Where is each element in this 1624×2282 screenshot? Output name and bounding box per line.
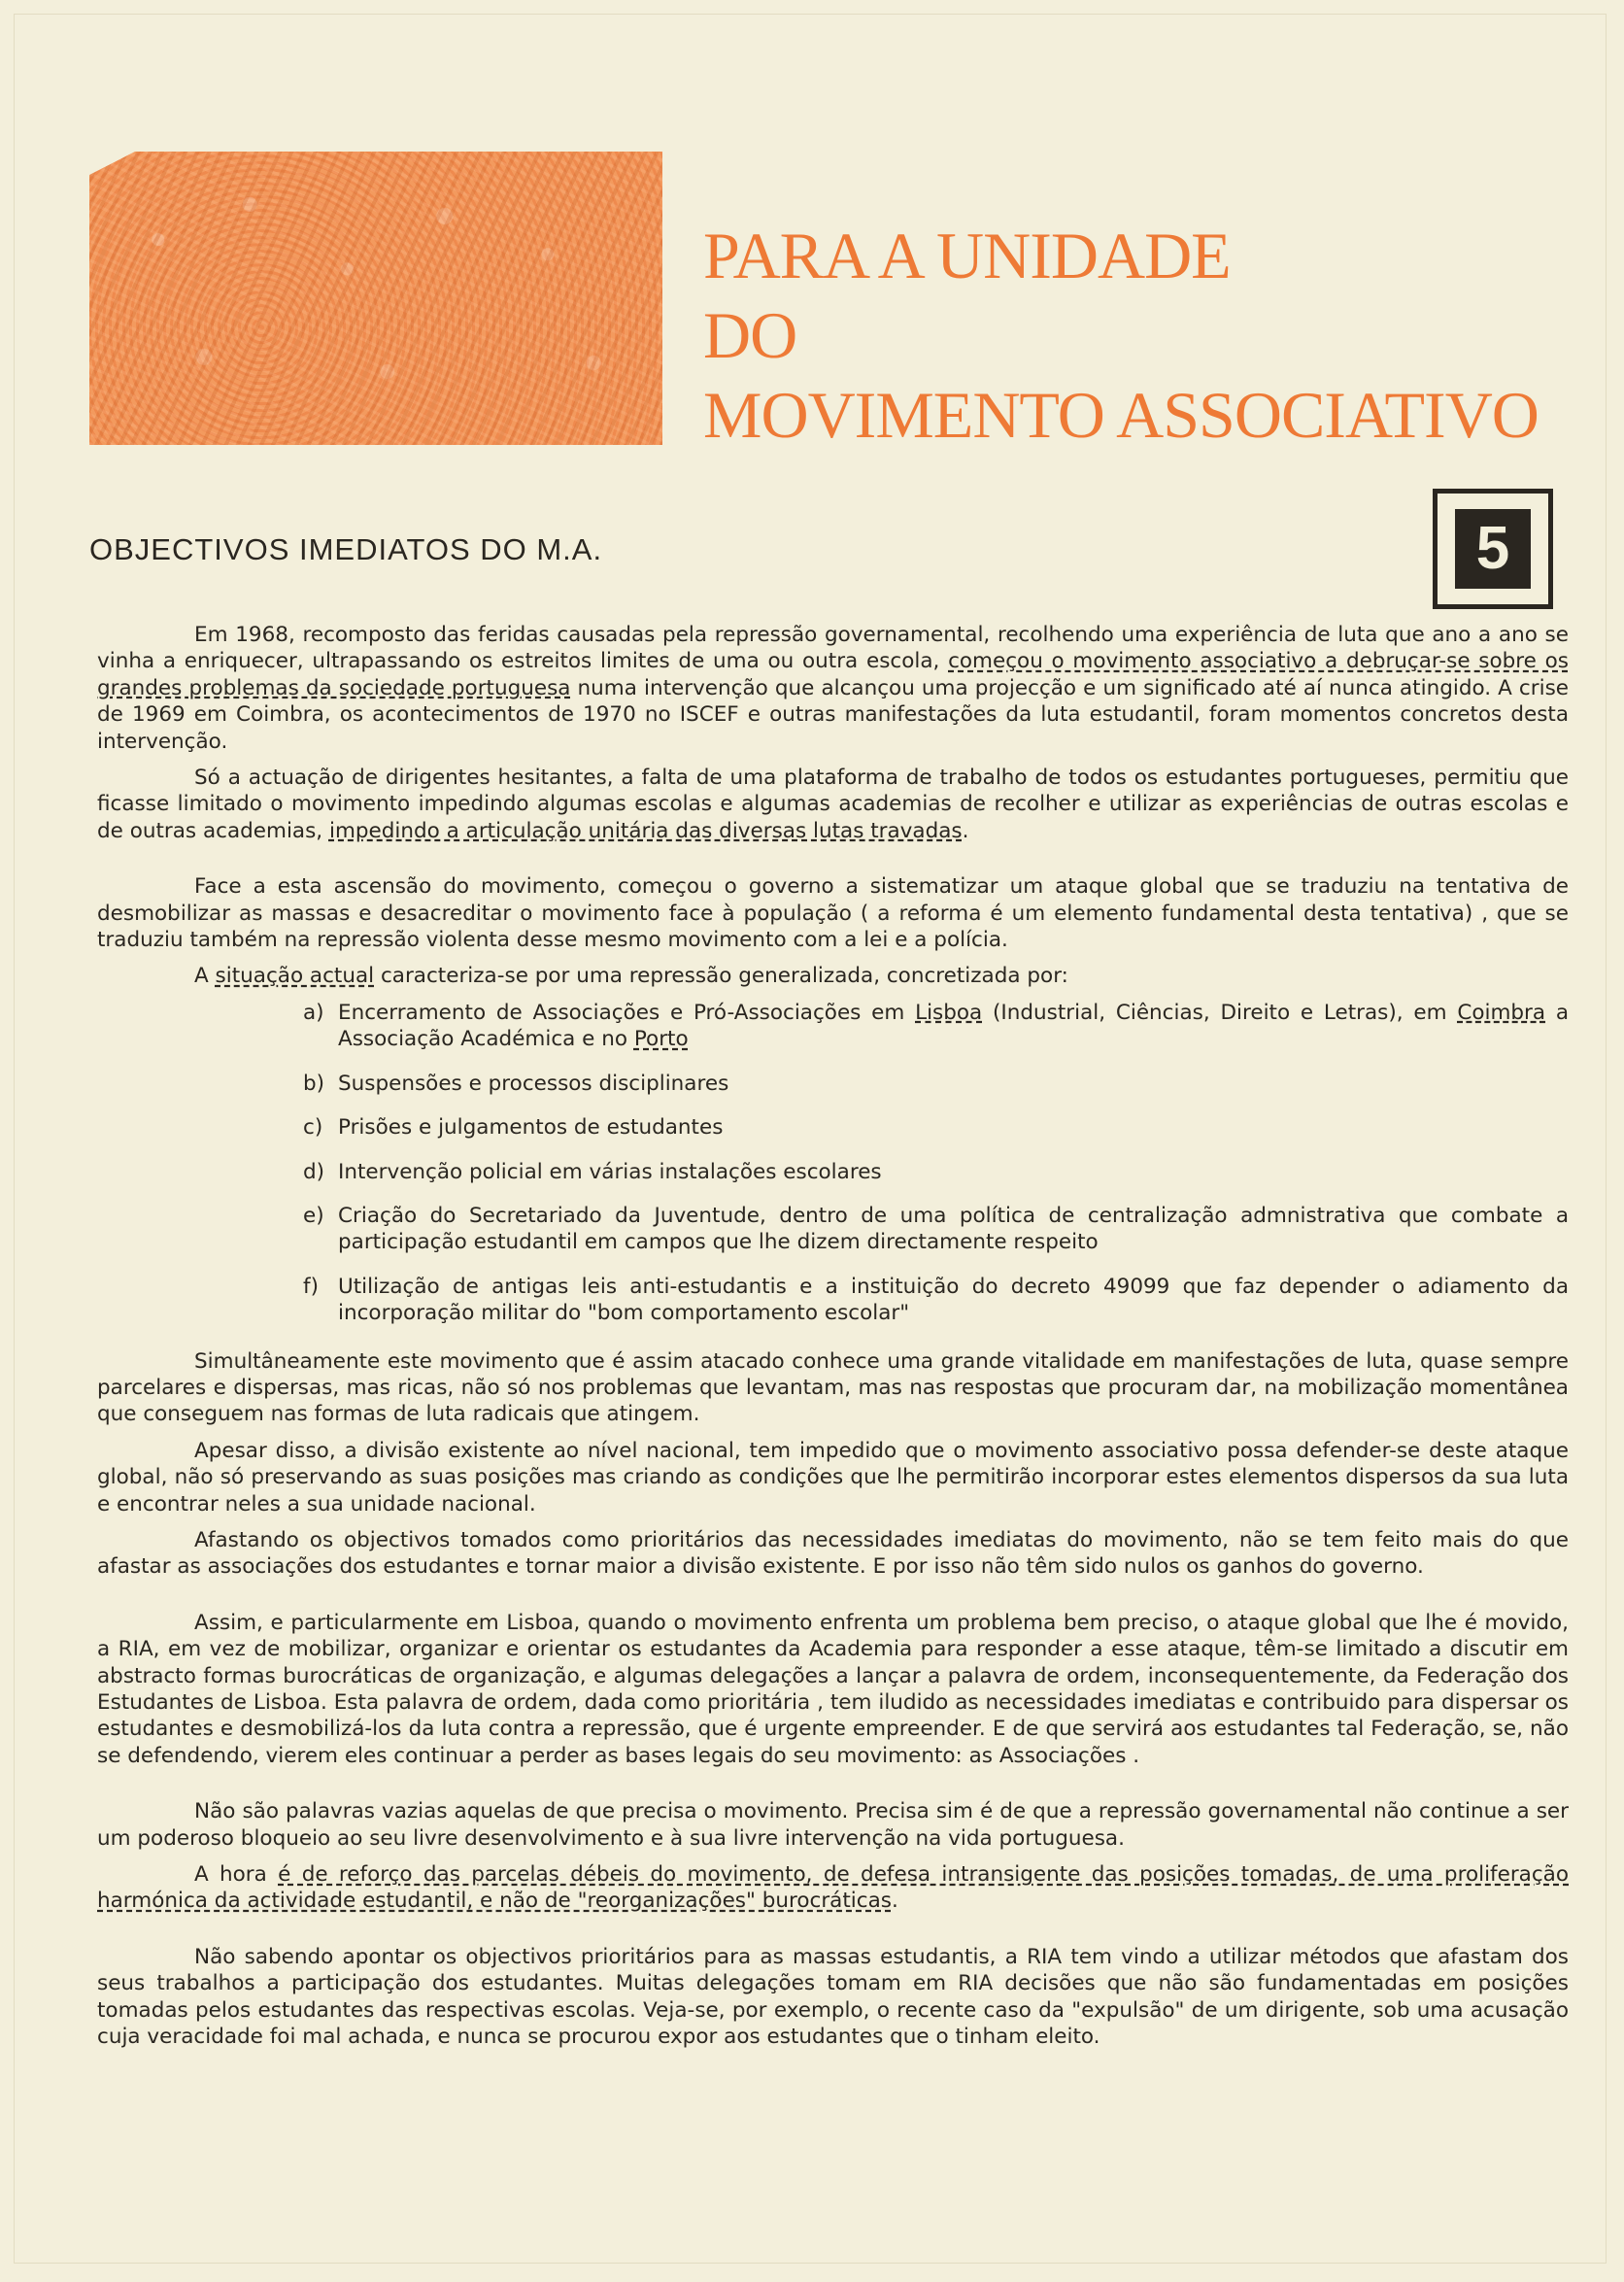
underlined-phrase: começou o movimento associativo a debruçar-se sobre os grandes problemas da sociedade portuguesa <box>97 649 1569 700</box>
paragraph-8: Assim, e particularmente em Lisboa, quando o movimento enfrenta um problema bem preciso, o ataque global que lhe é movido, a RIA, em vez de mobilizar, organizar e orientar os estudantes da Academia para responder a esse ataque, têm-se limitado a discutir em abstracto formas burocráticas de organização, e algumas delegações a lançar a palavra de ordem, inconsequentemente, da Federação dos Estudantes de Lisboa. Esta palavra de ordem, dada como prioritária , tem iludido as necessidades imediatas e contribuido para dispersar os estudantes e desmobilizá-los da luta contra a repressão, que é urgente empreender. E de que servirá aos estudantes tal Federação, se, não se defendendo, vierem eles continuar a perder as bases legais do seu movimento: as Associações . <box>97 1610 1569 1768</box>
paragraph-5: Simultâneamente este movimento que é assim atacado conhece uma grande vitalidade em manifestações de luta, quase sempre parcelares e dispersas, mas ricas, não só nos problemas que levantam, mas nas respostas que procuram dar, na mobilização momentânea que conseguem nas formas de luta radicais que atingem. <box>97 1348 1569 1427</box>
title-line-3: MOVIMENTO ASSOCIATIVO <box>703 378 1539 452</box>
paragraph-11: Não sabendo apontar os objectivos prioritários para as massas estudantis, a RIA tem vindo a utilizar métodos que afastam dos seus trabalhos a participação dos estudantes. Muitas delegações tomam em RIA decisões que não são fundamentadas em posições tomadas pelos estudantes das respectivas escolas. Veja-se, por exemplo, o recente caso da "expulsão" de um dirigente, sob uma acusação cuja veracidade foi mal achada, e nunca se procurou expor aos estudantes que o tinham eleito. <box>97 1944 1569 2050</box>
paragraph-2: Só a actuação de dirigentes hesitantes, a falta de uma plataforma de trabalho de todos os estudantes portugueses, permitiu que ficasse limitado o movimento impedindo algumas escolas e algumas academias de recolher e utilizar as experiências de outras escolas e de outras academias, impedindo a articulação unitária das diversas lutas travadas. <box>97 766 1569 843</box>
list-item: d) Intervenção policial em várias instalações escolares <box>303 1159 882 1184</box>
underlined-phrase: impedindo a articulação unitária das diversas lutas travadas <box>328 818 963 843</box>
paragraph-10: A hora é de reforço das parcelas débeis do movimento, de defesa intransigente das posições tomadas, de uma proliferação harmónica da actividade estudantil, e não de "reorganizações" burocráticas. <box>97 1862 1570 1914</box>
underlined-phrase: situação actual <box>215 964 375 989</box>
list-item: f) Utilização de antigas leis anti-estudantis e a instituição do decreto 49099 que faz depender o adiamento da incorporação militar do "bom comportamento escolar" <box>303 1274 1569 1326</box>
paragraph-6: Apesar disso, a divisão existente ao nível nacional, tem impedido que o movimento associativo possa defender-se deste ataque global, não só preservando as suas posições mas criando as condições que lhe permitirão incorporar estes elementos dispersos da sua luta e encontrar neles a sua unidade nacional. <box>97 1438 1569 1516</box>
underlined-phrase: é de reforço das parcelas débeis do movimento, de defesa intransigente das posições tomadas, de uma proliferação harmónica da actividade estudantil, e não de "reorganizações" burocráticas <box>97 1862 1570 1914</box>
paragraph-4: A situação actual caracteriza-se por uma repressão generalizada, concretizada por: <box>194 964 1068 989</box>
list-item: a) Encerramento de Associações e Pró-Associações em Lisboa (Industrial, Ciências, Direito e Letras), em Coimbra a Associação Académica e no Porto <box>303 1000 1570 1052</box>
repression-list <box>97 1000 1569 1327</box>
paragraph-3: Face a esta ascensão do movimento, começou o governo a sistematizar um ataque global que se traduziu na tentativa de desmobilizar as massas e desacreditar o movimento face à população ( a reforma é um elemento fundamental desta tentativa) , que se traduziu também na repressão violenta desse mesmo movimento com a lei e a polícia. <box>97 874 1569 953</box>
article-body <box>97 622 1569 2050</box>
title-line-1: PARA A UNIDADE <box>703 219 1231 292</box>
page-number-badge <box>1433 489 1553 609</box>
section-subtitle: OBJECTIVOS IMEDIATOS DO M.A. <box>89 532 603 566</box>
page-title <box>703 216 1539 455</box>
paragraph-7: Afastando os objectivos tomados como prioritários das necessidades imediatas do movimento, não se tem feito mais do que afastar as associações dos estudantes e tornar maior a divisão existente. E por isso não têm sido nulos os ganhos do governo. <box>97 1527 1569 1580</box>
paragraph-1: Em 1968, recomposto das feridas causadas pela repressão governamental, recolhendo uma experiência de luta que ano a ano se vinha a enriquecer, ultrapassando os estreitos limites de uma ou outra escola, começou o movimento associativo a debruçar-se sobre os grandes problemas da sociedade portuguesa numa intervenção que alcançou uma projecção e um significado até aí nunca atingido. A crise de 1969 em Coimbra, os acontecimentos de 1970 no ISCEF e outras manifestações da luta estudantil, foram momentos concretos desta intervenção. <box>97 623 1569 754</box>
crowd-photo <box>89 152 662 445</box>
paragraph-9: Não são palavras vazias aquelas de que precisa o movimento. Precisa sim é de que a repressão governamental não continue a ser um poderoso bloqueio ao seu livre desenvolvimento e à sua livre intervenção na vida portuguesa. <box>97 1799 1569 1851</box>
list-item: e) Criação do Secretariado da Juventude, dentro de uma política de centralização admnistrativa que combate a participação estudantil em campos que lhe dizem directamente respeito <box>303 1203 1569 1255</box>
title-line-2: DO <box>703 298 797 372</box>
list-item: b) Suspensões e processos disciplinares <box>303 1071 729 1096</box>
page-number: 5 <box>1455 509 1531 589</box>
list-item: c) Prisões e julgamentos de estudantes <box>303 1115 724 1141</box>
